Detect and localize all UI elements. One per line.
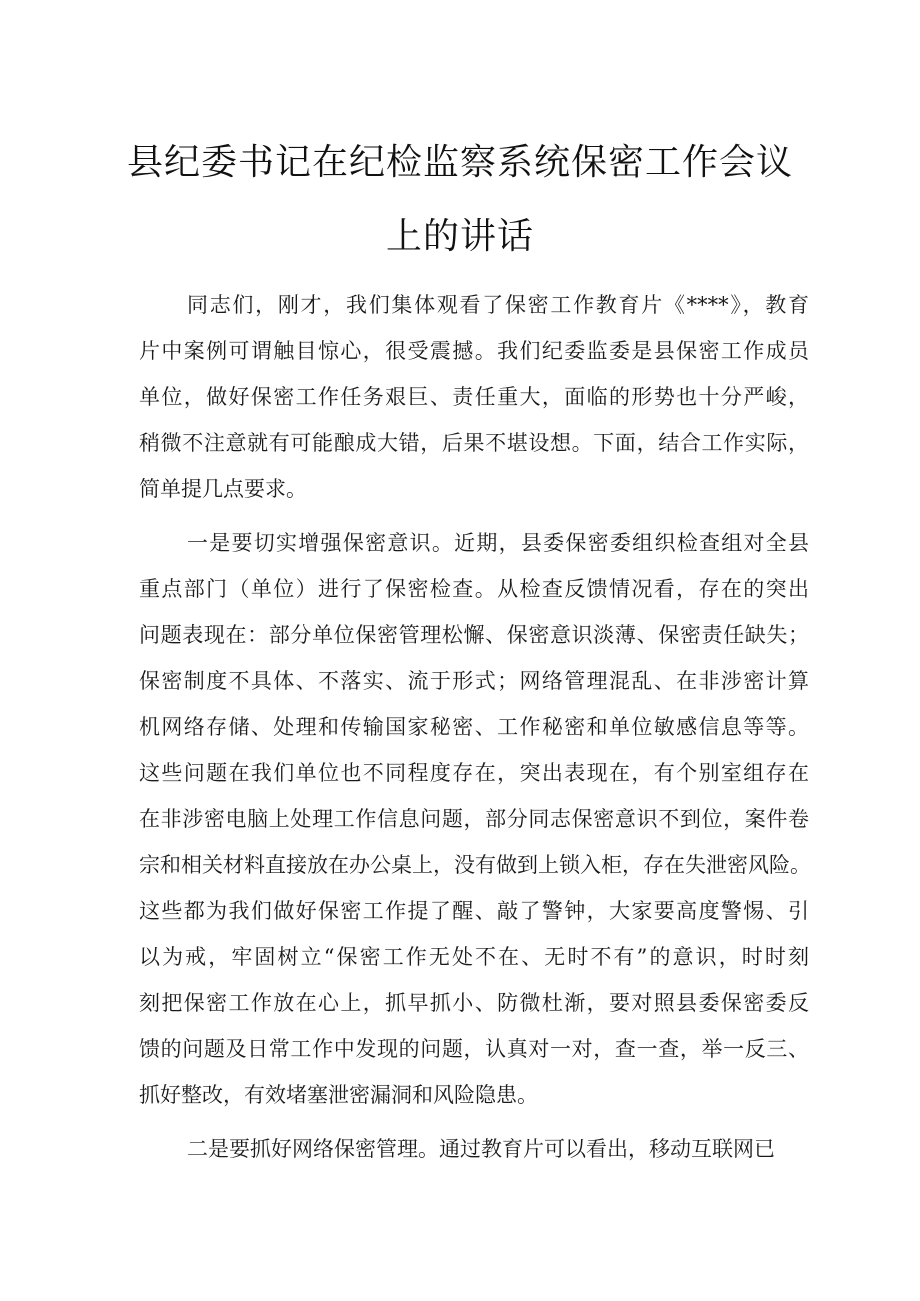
text-line: 一是要切实增强保密意识。近期，县委保密委组织检查组对全县 <box>187 531 809 555</box>
text-line: 在非涉密电脑上处理工作信息问题，部分同志保密意识不到位，案件卷 <box>139 807 809 831</box>
document-title-line-1: 县纪委书记在纪检监察系统保密工作会议 <box>126 142 793 183</box>
text-line: 稍微不注意就有可能酿成大错，后果不堪设想。下面，结合工作实际， <box>139 431 809 455</box>
text-line: 同志们，刚才，我们集体观看了保密工作教育片《****》，教育 <box>187 293 809 317</box>
text-line: 刻把保密工作放在心上，抓早抓小、防微杜渐，要对照县委保密委反 <box>139 991 809 1015</box>
text-line: 以为戒，牢固树立“保密工作无处不在、无时不有”的意识，时时刻 <box>139 945 809 969</box>
text-line: 宗和相关材料直接放在办公桌上，没有做到上锁入柜，存在失泄密风险。 <box>139 853 811 877</box>
paragraph-point-two <box>139 1126 809 1172</box>
text-line: 二是要抓好网络保密管理。通过教育片可以看出，移动互联网已 <box>187 1137 775 1161</box>
text-line: 这些问题在我们单位也不同程度存在，突出表现在，有个别室组存在 <box>139 761 809 785</box>
paragraph-point-one <box>139 520 809 1118</box>
text-line: 问题表现在：部分单位保密管理松懈、保密意识淡薄、保密责任缺失； <box>139 623 809 647</box>
document-title-line-2: 上的讲话 <box>385 216 534 257</box>
text-line: 简单提几点要求。 <box>139 477 307 501</box>
text-line: 保密制度不具体、不落实、流于形式；网络管理混乱、在非涉密计算 <box>139 669 809 693</box>
text-line: 馈的问题及日常工作中发现的问题，认真对一对，查一查，举一反三、 <box>139 1037 809 1061</box>
text-line: 重点部门（单位）进行了保密检查。从检查反馈情况看，存在的突出 <box>139 577 809 601</box>
text-line: 机网络存储、处理和传输国家秘密、工作秘密和单位敏感信息等等。 <box>139 715 809 739</box>
text-line: 单位，做好保密工作任务艰巨、责任重大，面临的形势也十分严峻， <box>139 385 809 409</box>
text-line: 片中案例可谓触目惊心，很受震撼。我们纪委监委是县保密工作成员 <box>139 339 809 363</box>
document-body <box>139 282 809 1172</box>
paragraph-intro <box>139 282 809 512</box>
text-line: 这些都为我们做好保密工作提了醒、敲了警钟，大家要高度警惕、引 <box>139 899 809 923</box>
text-line: 抓好整改，有效堵塞泄密漏洞和风险隐患。 <box>139 1083 538 1107</box>
